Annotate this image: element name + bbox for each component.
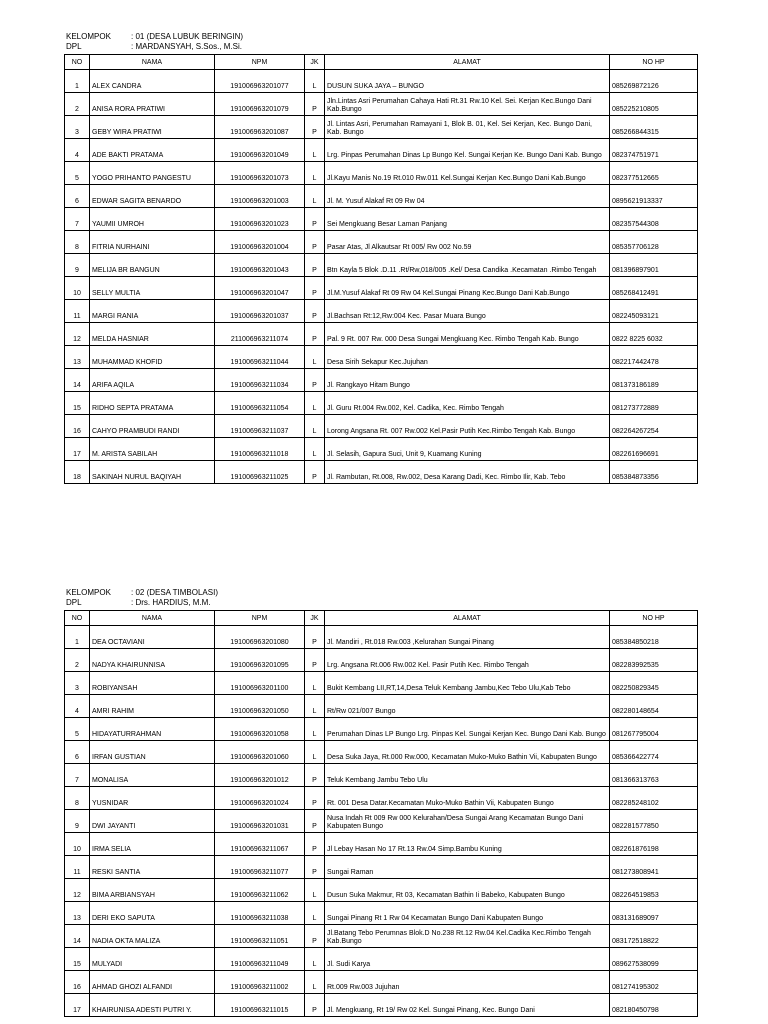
cell-jk: L xyxy=(305,162,325,185)
cell-alamat: Rt/Rw 021/007 Bungo xyxy=(325,695,610,718)
cell-jk: P xyxy=(305,810,325,833)
cell-no: 4 xyxy=(65,139,90,162)
cell-no: 9 xyxy=(65,254,90,277)
cell-npm: 191006963211015 xyxy=(215,994,305,1017)
cell-jk: P xyxy=(305,787,325,810)
cell-alamat: Sungai Raman xyxy=(325,856,610,879)
kelompok-line xyxy=(64,588,697,598)
cell-npm: 191006963201050 xyxy=(215,695,305,718)
cell-alamat: Lorong Angsana Rt. 007 Rw.002 Kel.Pasir Putih Kec.Rimbo Tengah Kab. Bungo xyxy=(325,415,610,438)
cell-jk: P xyxy=(305,300,325,323)
table-row xyxy=(65,392,698,415)
cell-nama: MELIJA BR BANGUN xyxy=(90,254,215,277)
cell-no: 11 xyxy=(65,856,90,879)
table-row xyxy=(65,369,698,392)
cell-nama: IRMA SELIA xyxy=(90,833,215,856)
cell-alamat: Rt.009 Rw.003 Jujuhan xyxy=(325,971,610,994)
cell-jk: P xyxy=(305,649,325,672)
header-no: NO xyxy=(65,611,90,626)
cell-npm: 191006963201060 xyxy=(215,741,305,764)
cell-nohp: 082283992535 xyxy=(610,649,698,672)
cell-npm: 191006963201047 xyxy=(215,277,305,300)
cell-npm: 191006963211034 xyxy=(215,369,305,392)
header-nohp: NO HP xyxy=(610,611,698,626)
cell-nohp: 085269872126 xyxy=(610,70,698,93)
cell-npm: 191006963211018 xyxy=(215,438,305,461)
table-row xyxy=(65,70,698,93)
dpl-label: DPL xyxy=(66,598,82,607)
cell-npm: 191006963211051 xyxy=(215,925,305,948)
cell-npm: 191006963201043 xyxy=(215,254,305,277)
cell-nohp: 085225210805 xyxy=(610,93,698,116)
cell-alamat: Btn Kayla 5 Blok .D.11 .Rt/Rw,018/005 .Kel/ Desa Candika .Kecamatan .Rimbo Tengah xyxy=(325,254,610,277)
cell-jk: P xyxy=(305,208,325,231)
cell-jk: L xyxy=(305,741,325,764)
cell-nama: RIDHO SEPTA PRATAMA xyxy=(90,392,215,415)
table-row xyxy=(65,994,698,1017)
cell-jk: P xyxy=(305,277,325,300)
table-header-row xyxy=(65,55,698,70)
cell-nohp: 082264267254 xyxy=(610,415,698,438)
cell-npm: 191006963201003 xyxy=(215,185,305,208)
cell-jk: P xyxy=(305,369,325,392)
cell-npm: 191006963201004 xyxy=(215,231,305,254)
header-npm: NPM xyxy=(215,611,305,626)
cell-alamat: Jl. Rangkayo Hitam Bungo xyxy=(325,369,610,392)
cell-npm: 191006963211037 xyxy=(215,415,305,438)
kelompok-label: KELOMPOK xyxy=(66,588,111,597)
table-row xyxy=(65,139,698,162)
cell-no: 2 xyxy=(65,649,90,672)
cell-no: 3 xyxy=(65,116,90,139)
cell-jk: L xyxy=(305,948,325,971)
cell-nohp: 085384850218 xyxy=(610,626,698,649)
cell-nohp: 085384873356 xyxy=(610,461,698,484)
cell-no: 17 xyxy=(65,438,90,461)
cell-alamat: Desa Sirih Sekapur Kec.Jujuhan xyxy=(325,346,610,369)
cell-no: 8 xyxy=(65,787,90,810)
cell-npm: 191006963211002 xyxy=(215,971,305,994)
cell-nohp: 081366313763 xyxy=(610,764,698,787)
table-row xyxy=(65,323,698,346)
table-row xyxy=(65,208,698,231)
cell-nama: RESKI SANTIA xyxy=(90,856,215,879)
table-row xyxy=(65,971,698,994)
cell-nama: NADYA KHAIRUNNISA xyxy=(90,649,215,672)
cell-nama: ARIFA AQILA xyxy=(90,369,215,392)
cell-npm: 191006963201058 xyxy=(215,718,305,741)
header-alamat: ALAMAT xyxy=(325,611,610,626)
cell-jk: L xyxy=(305,695,325,718)
cell-npm: 191006963211054 xyxy=(215,392,305,415)
cell-no: 4 xyxy=(65,695,90,718)
cell-nama: M. ARISTA SABILAH xyxy=(90,438,215,461)
cell-nohp: 082250829345 xyxy=(610,672,698,695)
cell-nohp: 081274195302 xyxy=(610,971,698,994)
cell-alamat: Desa Suka Jaya, Rt.000 Rw.000, Kecamatan Muko-Muko Bathin Vii, Kabupaten Bungo xyxy=(325,741,610,764)
cell-npm: 211006963211074 xyxy=(215,323,305,346)
table-row xyxy=(65,461,698,484)
cell-nohp: 082245093121 xyxy=(610,300,698,323)
table-row xyxy=(65,856,698,879)
cell-nama: MONALISA xyxy=(90,764,215,787)
cell-alamat: Jl.Kayu Manis No.19 Rt.010 Rw.011 Kel.Sungai Kerjan Kec.Bungo Dani Kab.Bungo xyxy=(325,162,610,185)
cell-no: 10 xyxy=(65,833,90,856)
cell-jk: L xyxy=(305,70,325,93)
cell-no: 5 xyxy=(65,718,90,741)
cell-no: 3 xyxy=(65,672,90,695)
cell-alamat: Jl.Bachsan Rt:12,Rw:004 Kec. Pasar Muara Bungo xyxy=(325,300,610,323)
cell-nama: MUHAMMAD KHOFID xyxy=(90,346,215,369)
cell-jk: L xyxy=(305,185,325,208)
cell-alamat: Rt. 001 Desa Datar.Kecamatan Muko-Muko Bathin Vii, Kabupaten Bungo xyxy=(325,787,610,810)
cell-jk: P xyxy=(305,231,325,254)
cell-npm: 191006963211044 xyxy=(215,346,305,369)
cell-nama: MARGI RANIA xyxy=(90,300,215,323)
table-row xyxy=(65,833,698,856)
cell-no: 15 xyxy=(65,392,90,415)
cell-jk: P xyxy=(305,994,325,1017)
cell-nohp: 085357706128 xyxy=(610,231,698,254)
cell-alamat: Pasar Atas, Jl Alkautsar Rt 005/ Rw 002 No.59 xyxy=(325,231,610,254)
cell-npm: 191006963201080 xyxy=(215,626,305,649)
cell-npm: 191006963201100 xyxy=(215,672,305,695)
cell-no: 12 xyxy=(65,879,90,902)
cell-nama: YUSNIDAR xyxy=(90,787,215,810)
cell-jk: L xyxy=(305,971,325,994)
table-row xyxy=(65,346,698,369)
cell-nama: AMRI RAHIM xyxy=(90,695,215,718)
cell-npm: 191006963201095 xyxy=(215,649,305,672)
cell-no: 14 xyxy=(65,369,90,392)
cell-nama: YOGO PRIHANTO PANGESTU xyxy=(90,162,215,185)
cell-nohp: 0895621913337 xyxy=(610,185,698,208)
cell-alamat: Pal. 9 Rt. 007 Rw. 000 Desa Sungai Mengkuang Kec. Rimbo Tengah Kab. Bungo xyxy=(325,323,610,346)
cell-nama: IRFAN GUSTIAN xyxy=(90,741,215,764)
cell-npm: 191006963201024 xyxy=(215,787,305,810)
cell-nohp: 082261696691 xyxy=(610,438,698,461)
cell-alamat: Jl. Rambutan, Rt.008, Rw.002, Desa Karang Dadi, Kec. Rimbo Ilir, Kab. Tebo xyxy=(325,461,610,484)
cell-nohp: 081396897901 xyxy=(610,254,698,277)
table-row xyxy=(65,672,698,695)
cell-nama: SAKINAH NURUL BAQIYAH xyxy=(90,461,215,484)
table-row xyxy=(65,277,698,300)
table-row xyxy=(65,162,698,185)
table-header-row xyxy=(65,611,698,626)
table-row xyxy=(65,415,698,438)
cell-nohp: 081373186189 xyxy=(610,369,698,392)
cell-jk: P xyxy=(305,461,325,484)
kelompok-value: : 02 (DESA TIMBOLASI) xyxy=(131,588,218,597)
cell-no: 5 xyxy=(65,162,90,185)
cell-alamat: DUSUN SUKA JAYA – BUNGO xyxy=(325,70,610,93)
student-table xyxy=(64,610,698,1017)
cell-no: 11 xyxy=(65,300,90,323)
cell-nama: ANISA RORA PRATIWI xyxy=(90,93,215,116)
cell-jk: P xyxy=(305,116,325,139)
cell-npm: 191006963211038 xyxy=(215,902,305,925)
kelompok-value: : 01 (DESA LUBUK BERINGIN) xyxy=(131,32,244,41)
cell-no: 18 xyxy=(65,461,90,484)
cell-nama: DWI JAYANTI xyxy=(90,810,215,833)
cell-jk: L xyxy=(305,346,325,369)
cell-jk: L xyxy=(305,879,325,902)
cell-nohp: 085366422774 xyxy=(610,741,698,764)
cell-no: 17 xyxy=(65,994,90,1017)
table-row xyxy=(65,626,698,649)
cell-no: 15 xyxy=(65,948,90,971)
cell-nama: NADIA OKTA MALIZA xyxy=(90,925,215,948)
cell-jk: L xyxy=(305,438,325,461)
table-row xyxy=(65,879,698,902)
cell-alamat: Jl. Mandiri , Rt.018 Rw.003 ,Kelurahan Sungai Pinang xyxy=(325,626,610,649)
cell-no: 14 xyxy=(65,925,90,948)
cell-npm: 191006963211077 xyxy=(215,856,305,879)
table-row xyxy=(65,925,698,948)
cell-jk: P xyxy=(305,925,325,948)
cell-jk: L xyxy=(305,718,325,741)
cell-nohp: 089627538099 xyxy=(610,948,698,971)
cell-alamat: Jl. M. Yusuf Alakaf Rt 09 Rw 04 xyxy=(325,185,610,208)
dpl-label: DPL xyxy=(66,42,82,51)
table-row xyxy=(65,254,698,277)
cell-nohp: 082180450798 xyxy=(610,994,698,1017)
cell-no: 13 xyxy=(65,902,90,925)
cell-alamat: Dusun Suka Makmur, Rt 03, Kecamatan Bathin Ii Babeko, Kabupaten Bungo xyxy=(325,879,610,902)
cell-nama: ADE BAKTI PRATAMA xyxy=(90,139,215,162)
cell-nohp: 083172518822 xyxy=(610,925,698,948)
cell-npm: 191006963211025 xyxy=(215,461,305,484)
cell-alamat: Lrg. Pinpas Perumahan Dinas Lp Bungo Kel. Sungai Kerjan Ke. Bungo Dani Kab. Bungo xyxy=(325,139,610,162)
table-row xyxy=(65,741,698,764)
cell-no: 16 xyxy=(65,415,90,438)
cell-jk: P xyxy=(305,323,325,346)
header-nama: NAMA xyxy=(90,611,215,626)
cell-jk: L xyxy=(305,139,325,162)
cell-npm: 191006963201087 xyxy=(215,116,305,139)
cell-alamat: Sei Mengkuang Besar Laman Panjang xyxy=(325,208,610,231)
cell-nama: DERI EKO SAPUTA xyxy=(90,902,215,925)
cell-alamat: Lrg. Angsana Rt.006 Rw.002 Kel. Pasir Putih Kec. Rimbo Tengah xyxy=(325,649,610,672)
cell-npm: 191006963201049 xyxy=(215,139,305,162)
kelompok-line xyxy=(64,32,697,42)
cell-alamat: Jln.Lintas Asri Perumahan Cahaya Hati Rt.31 Rw.10 Kel. Sei. Kerjan Kec.Bungo Dani Kab.Bungo xyxy=(325,93,610,116)
cell-nama: EDWAR SAGITA BENARDO xyxy=(90,185,215,208)
cell-nohp: 085266844315 xyxy=(610,116,698,139)
group-2 xyxy=(64,588,697,1017)
cell-jk: P xyxy=(305,254,325,277)
cell-no: 6 xyxy=(65,741,90,764)
cell-nama: GEBY WIRA PRATIWI xyxy=(90,116,215,139)
cell-nama: HIDAYATURRAHMAN xyxy=(90,718,215,741)
cell-nama: ALEX CANDRA xyxy=(90,70,215,93)
cell-alamat: Teluk Kembang Jambu Tebo Ulu xyxy=(325,764,610,787)
cell-no: 8 xyxy=(65,231,90,254)
cell-nama: CAHYO PRAMBUDI RANDI xyxy=(90,415,215,438)
cell-alamat: Jl.M.Yusuf Alakaf Rt 09 Rw 04 Kel.Sungai Pinang Kec.Bungo Dani Kab.Bungo xyxy=(325,277,610,300)
cell-nohp: 082285248102 xyxy=(610,787,698,810)
dpl-line xyxy=(64,598,697,608)
table-row xyxy=(65,948,698,971)
cell-jk: P xyxy=(305,626,325,649)
table-row xyxy=(65,764,698,787)
cell-npm: 191006963211049 xyxy=(215,948,305,971)
cell-nohp: 082217442478 xyxy=(610,346,698,369)
cell-no: 9 xyxy=(65,810,90,833)
header-jk: JK xyxy=(305,611,325,626)
cell-no: 6 xyxy=(65,185,90,208)
cell-nohp: 081273808941 xyxy=(610,856,698,879)
cell-npm: 191006963201079 xyxy=(215,93,305,116)
cell-nama: FITRIA NURHAINI xyxy=(90,231,215,254)
table-row xyxy=(65,93,698,116)
cell-alamat: Jl. Guru Rt.004 Rw.002, Kel. Cadika, Kec. Rimbo Tengah xyxy=(325,392,610,415)
student-table xyxy=(64,54,698,484)
cell-alamat: Nusa Indah Rt 009 Rw 000 Kelurahan/Desa Sungai Arang Kecamatan Bungo Dani Kabupaten Bungo xyxy=(325,810,610,833)
table-body xyxy=(65,70,698,484)
cell-alamat: Jl. Sudi Karya xyxy=(325,948,610,971)
cell-no: 7 xyxy=(65,764,90,787)
dpl-value: : Drs. HARDIUS, M.M. xyxy=(131,598,211,607)
header-nama: NAMA xyxy=(90,55,215,70)
group-1 xyxy=(64,32,697,484)
table-row xyxy=(65,718,698,741)
table-row xyxy=(65,787,698,810)
cell-alamat: Sungai Pinang Rt 1 Rw 04 Kecamatan Bungo Dani Kabupaten Bungo xyxy=(325,902,610,925)
cell-npm: 191006963201073 xyxy=(215,162,305,185)
cell-no: 12 xyxy=(65,323,90,346)
cell-npm: 191006963201031 xyxy=(215,810,305,833)
cell-nama: DEA OCTAVIANI xyxy=(90,626,215,649)
cell-nohp: 0822 8225 6032 xyxy=(610,323,698,346)
table-row xyxy=(65,438,698,461)
cell-nohp: 082280148654 xyxy=(610,695,698,718)
cell-jk: L xyxy=(305,672,325,695)
cell-nohp: 083131689097 xyxy=(610,902,698,925)
cell-no: 16 xyxy=(65,971,90,994)
cell-npm: 191006963201012 xyxy=(215,764,305,787)
header-jk: JK xyxy=(305,55,325,70)
cell-alamat: Jl. Selasih, Gapura Suci, Unit 9, Kuamang Kuning xyxy=(325,438,610,461)
cell-jk: P xyxy=(305,833,325,856)
header-nohp: NO HP xyxy=(610,55,698,70)
cell-nohp: 082357544308 xyxy=(610,208,698,231)
cell-no: 13 xyxy=(65,346,90,369)
table-row xyxy=(65,185,698,208)
cell-nohp: 085268412491 xyxy=(610,277,698,300)
cell-jk: L xyxy=(305,392,325,415)
cell-nohp: 081267795004 xyxy=(610,718,698,741)
kelompok-label: KELOMPOK xyxy=(66,32,111,41)
header-npm: NPM xyxy=(215,55,305,70)
cell-no: 10 xyxy=(65,277,90,300)
cell-nohp: 082261876198 xyxy=(610,833,698,856)
cell-nama: MELDA HASNIAR xyxy=(90,323,215,346)
cell-npm: 191006963211062 xyxy=(215,879,305,902)
dpl-value: : MARDANSYAH, S.Sos., M.Si. xyxy=(131,42,242,51)
cell-alamat: Jl Lebay Hasan No 17 Rt.13 Rw.04 Simp.Bambu Kuning xyxy=(325,833,610,856)
table-row xyxy=(65,300,698,323)
cell-jk: P xyxy=(305,856,325,879)
header-no: NO xyxy=(65,55,90,70)
table-row xyxy=(65,116,698,139)
table-body xyxy=(65,626,698,1017)
cell-alamat: Perumahan Dinas LP Bungo Lrg. Pinpas Kel. Sungai Kerjan Kec. Bungo Dani Kab. Bungo xyxy=(325,718,610,741)
cell-nohp: 082281577850 xyxy=(610,810,698,833)
cell-jk: P xyxy=(305,93,325,116)
cell-nama: BIMA ARBIANSYAH xyxy=(90,879,215,902)
cell-nohp: 082377512665 xyxy=(610,162,698,185)
cell-npm: 191006963201023 xyxy=(215,208,305,231)
dpl-line xyxy=(64,42,697,52)
header-alamat: ALAMAT xyxy=(325,55,610,70)
cell-npm: 191006963201037 xyxy=(215,300,305,323)
cell-npm: 191006963211067 xyxy=(215,833,305,856)
cell-nama: SELLY MULTIA xyxy=(90,277,215,300)
cell-nama: ROBIYANSAH xyxy=(90,672,215,695)
cell-alamat: Jl.Batang Tebo Perumnas Blok.D No.238 Rt.12 Rw.04 Kel.Cadika Kec.Rimbo Tengah Kab.Bungo xyxy=(325,925,610,948)
cell-no: 1 xyxy=(65,70,90,93)
cell-no: 1 xyxy=(65,626,90,649)
cell-nama: KHAIRUNISA ADESTI PUTRI Y. xyxy=(90,994,215,1017)
table-row xyxy=(65,810,698,833)
cell-jk: L xyxy=(305,902,325,925)
cell-nama: YAUMII UMROH xyxy=(90,208,215,231)
cell-npm: 191006963201077 xyxy=(215,70,305,93)
cell-alamat: Bukit Kembang LII,RT,14,Desa Teluk Kembang Jambu,Kec Tebo Ulu,Kab Tebo xyxy=(325,672,610,695)
cell-nama: MULYADI xyxy=(90,948,215,971)
cell-nohp: 082264519853 xyxy=(610,879,698,902)
cell-alamat: Jl. Mengkuang, Rt 19/ Rw 02 Kel. Sungai Pinang, Kec. Bungo Dani xyxy=(325,994,610,1017)
cell-jk: L xyxy=(305,415,325,438)
table-row xyxy=(65,649,698,672)
table-row xyxy=(65,231,698,254)
cell-no: 2 xyxy=(65,93,90,116)
cell-nohp: 081273772889 xyxy=(610,392,698,415)
cell-jk: P xyxy=(305,764,325,787)
cell-nohp: 082374751971 xyxy=(610,139,698,162)
table-row xyxy=(65,902,698,925)
table-row xyxy=(65,695,698,718)
cell-no: 7 xyxy=(65,208,90,231)
cell-alamat: Jl. Lintas Asri, Perumahan Ramayani 1, Blok B. 01, Kel. Sei Kerjan, Kec. Bungo Dani, Kab. Bungo xyxy=(325,116,610,139)
cell-nama: AHMAD GHOZI ALFANDI xyxy=(90,971,215,994)
